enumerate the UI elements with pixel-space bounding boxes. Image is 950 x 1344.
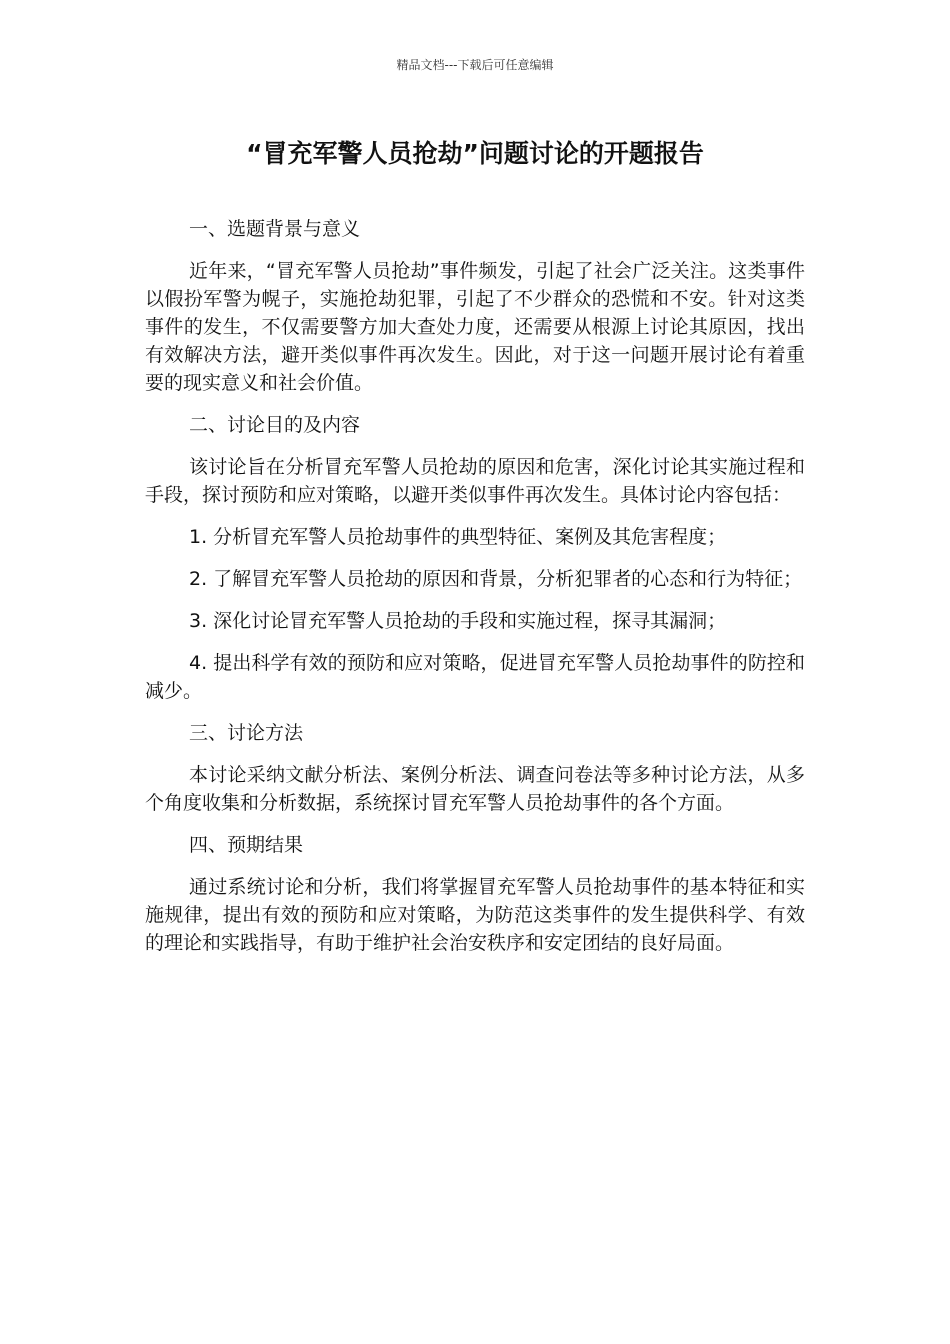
section-heading-methods: 三、讨论方法 [189, 722, 304, 744]
paragraph-background: 近年来，“冒充军警人员抢劫”事件频发，引起了社会广泛关注。这类事件以假扮军警为幌子，实施抢劫犯罪，引起了不少群众的恐慌和不安。针对这类事件的发生，不仅需要警方加大查处力度，还需要从根源上讨论其原因，找出有效解决方法，避开类似事件再次发生。因此，对于这一问题开展讨论有着重要的现实意义和社会价值。 [145, 260, 805, 394]
paragraph-methods: 本讨论采纳文献分析法、案例分析法、调查问卷法等多种讨论方法，从多个角度收集和分析数据，系统探讨冒充军警人员抢劫事件的各个方面。 [145, 764, 805, 814]
section-heading-background: 一、选题背景与意义 [189, 218, 361, 240]
list-item-1: 1. 分析冒充军警人员抢劫事件的典型特征、案例及其危害程度； [189, 526, 727, 548]
list-item-4: 4. 提出科学有效的预防和应对策略，促进冒充军警人员抢劫事件的防控和减少。 [145, 652, 805, 702]
list-item-2: 2. 了解冒充军警人员抢劫的原因和背景，分析犯罪者的心态和行为特征； [189, 568, 803, 590]
document-title: “冒充军警人员抢劫”问题讨论的开题报告 [246, 139, 704, 168]
paragraph-purpose-intro: 该讨论旨在分析冒充军警人员抢劫的原因和危害，深化讨论其实施过程和手段，探讨预防和应对策略，以避开类似事件再次发生。具体讨论内容包括： [145, 456, 805, 506]
header-note: 精品文档---下载后可任意编辑 [396, 58, 554, 72]
section-heading-purpose: 二、讨论目的及内容 [189, 414, 361, 436]
paragraph-expected-results: 通过系统讨论和分析，我们将掌握冒充军警人员抢劫事件的基本特征和实施规律，提出有效的预防和应对策略，为防范这类事件的发生提供科学、有效的理论和实践指导，有助于维护社会治安秩序和安定团结的良好局面。 [145, 876, 805, 954]
section-heading-expected-results: 四、预期结果 [189, 834, 304, 856]
document-body [145, 215, 805, 971]
list-item-3: 3. 深化讨论冒充军警人员抢劫的手段和实施过程，探寻其漏洞； [189, 610, 727, 632]
